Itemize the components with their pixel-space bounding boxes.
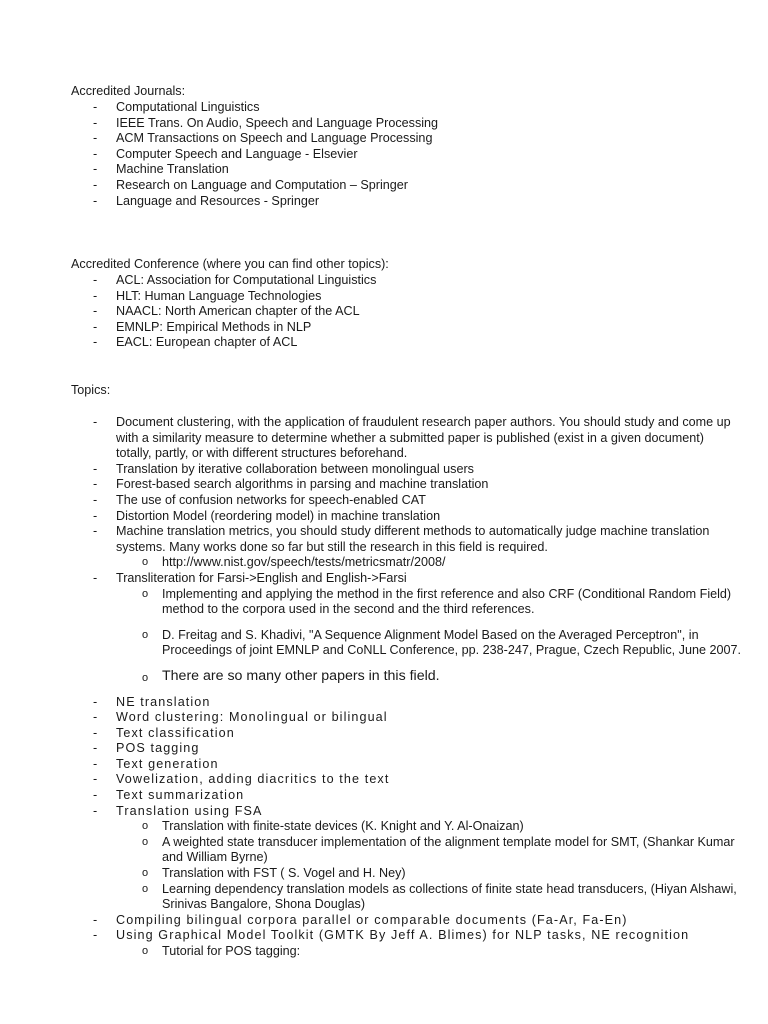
- dash-bullet: -: [93, 273, 98, 287]
- dash-bullet: -: [93, 162, 98, 177]
- dash-bullet: -: [93, 288, 98, 303]
- topic-item: - Distortion Model (reordering model) in machine translation: [93, 508, 441, 523]
- circle-bullet: o: [142, 867, 149, 880]
- journals-list: [71, 100, 741, 209]
- topic-item: - Text summarization: [93, 788, 245, 803]
- dash-bullet: -: [93, 492, 98, 507]
- sub-list-item: o Tutorial for POS tagging:: [142, 944, 301, 958]
- dash-bullet: -: [93, 928, 98, 943]
- circle-bullet: o: [142, 820, 149, 833]
- list-item: - EMNLP: Empirical Methods in NLP: [93, 319, 312, 334]
- circle-bullet: o: [142, 587, 149, 600]
- dash-bullet: -: [93, 912, 99, 927]
- sub-list-item: o Translation with FST ( S. Vogel and H. Ney): [142, 866, 406, 881]
- topic-item: - POS tagging: [93, 741, 200, 756]
- circle-bullet: o: [142, 945, 149, 957]
- circle-bullet: o: [142, 882, 149, 895]
- nist-link[interactable]: http://www.nist.gov/speech/tests/metricsmatr/2008/: [162, 555, 446, 570]
- dash-bullet: -: [93, 335, 98, 350]
- dash-bullet: -: [93, 788, 99, 803]
- dash-bullet: -: [93, 508, 98, 523]
- list-item: - Research on Language and Computation – Springer: [93, 177, 408, 192]
- dash-bullet: -: [93, 100, 98, 114]
- topic-item: - Document clustering, with the application of fraudulent research paper authors. You should study and come up with a similarity measure to determine whether a submitted paper is published (exist in a given document) totally, partly, or with different structures beforehand.: [93, 415, 731, 461]
- circle-bullet: o: [142, 835, 149, 848]
- topic-item: - Vowelization, adding diacritics to the text: [93, 772, 390, 787]
- topic-item: - Text classification: [93, 725, 235, 740]
- sub-list-item: o A weighted state transducer implementation of the alignment template model for SMT, (Shankar Kumar and William Byrne): [142, 834, 735, 865]
- list-item: - ACL: Association for Computational Linguistics: [93, 273, 377, 287]
- list-item: - NAACL: North American chapter of the ACL: [93, 304, 360, 319]
- dash-bullet: -: [93, 741, 99, 756]
- topic-item: - Machine translation metrics, you should study different methods to automatically judge machine translation systems. Many works done so far but still the research in this field is required. o http://www.nist.gov/speech/tests/metricsmatr/2008/: [71, 524, 741, 571]
- conferences-heading: Accredited Conference (where you can find other topics):: [71, 257, 389, 271]
- dash-bullet: -: [93, 725, 99, 740]
- sub-list-item: o D. Freitag and S. Khadivi, "A Sequence Alignment Model Based on the Averaged Perceptron", in Proceedings of joint EMNLP and CoNLL Conference, pp. 238-247, Prague, Czech Republic, June 2007.: [142, 627, 741, 658]
- dash-bullet: -: [93, 756, 99, 771]
- dash-bullet: -: [93, 461, 98, 476]
- dash-bullet: -: [93, 710, 99, 725]
- topic-item: - Translation using FSA o Translation with finite-state devices (K. Knight and Y. Al-Onaizan) o A weighted state transducer implementation of the alignment template model for SMT, (Shankar Kumar and William Byrne) o Translation with FST ( S. Vogel and H. Ney) o Learning dependency translation models as collections of finite state head transducers, (Hiyan Alshawi, Srinivas Bangalore, Shona Douglas): [71, 804, 741, 913]
- dash-bullet: -: [93, 803, 98, 818]
- journals-heading: Accredited Journals:: [71, 84, 186, 98]
- dash-bullet: -: [93, 772, 99, 787]
- dash-bullet: -: [93, 524, 98, 539]
- topic-item: - Text generation: [93, 756, 219, 771]
- circle-bullet: o: [142, 628, 149, 641]
- dash-bullet: -: [93, 415, 98, 429]
- fsa-sublist: [116, 819, 741, 913]
- list-item: - Language and Resources - Springer: [93, 193, 320, 208]
- sub-list-item: o Implementing and applying the method in the first reference and also CRF (Conditional Random Field) method to the corpora used in the second and the third references.: [142, 586, 732, 617]
- conferences-list: [71, 273, 741, 351]
- transliteration-sublist: [116, 587, 741, 685]
- list-item: - Computer Speech and Language - Elsevier: [93, 146, 358, 161]
- dash-bullet: -: [93, 131, 98, 146]
- dash-bullet: -: [93, 319, 98, 334]
- sub-list-item: o Translation with finite-state devices (K. Knight and Y. Al-Onaizan): [142, 819, 524, 834]
- topics-list: [71, 415, 741, 960]
- dash-bullet: -: [93, 146, 98, 161]
- dash-bullet: -: [93, 177, 98, 192]
- topics-heading: Topics:: [71, 383, 111, 397]
- list-item: - IEEE Trans. On Audio, Speech and Language Processing: [93, 115, 439, 130]
- circle-bullet: o: [142, 671, 149, 684]
- topic-item: - Using Graphical Model Toolkit (GMTK By Jeff A. Blimes) for NLP tasks, NE recognition o Tutorial for POS tagging:: [71, 928, 741, 959]
- dash-bullet: -: [93, 115, 98, 130]
- list-item: - ACM Transactions on Speech and Language Processing: [93, 131, 433, 146]
- dash-bullet: -: [93, 193, 98, 208]
- sub-list-item: [116, 555, 741, 571]
- list-item: - EACL: European chapter of ACL: [93, 335, 298, 350]
- list-item: - Computational Linguistics: [93, 100, 260, 114]
- list-item: - HLT: Human Language Technologies: [93, 288, 322, 303]
- metrics-sublist: [116, 555, 741, 571]
- gmtk-sublist: [116, 944, 741, 960]
- sub-list-item: o Learning dependency translation models as collections of finite state head transducers, (Hiyan Alshawi, Srinivas Bangalore, Shona Douglas): [142, 881, 737, 912]
- topic-item: - Transliteration for Farsi->English and English->Farsi o Implementing and applying the method in the first reference and also CRF (Conditional Random Field) method to the corpora used in the second and the third references. o D. Freitag and S. Khadivi, "A Sequence Alignment Model Based on the Averaged Perceptron", in Proceedings of joint EMNLP and CoNLL Conference, pp. 238-247, Prague, Czech Republic, June 2007. o There are so many other papers in this field.: [71, 571, 741, 685]
- topic-item: - The use of confusion networks for speech-enabled CAT: [93, 492, 426, 507]
- topic-item: - Word clustering: Monolingual or bilingual: [93, 710, 388, 725]
- dash-bullet: -: [93, 304, 98, 319]
- dash-bullet: -: [93, 694, 99, 709]
- topic-item: - Compiling bilingual corpora parallel or comparable documents (Fa-Ar, Fa-En): [93, 912, 628, 927]
- topic-item: - Forest-based search algorithms in parsing and machine translation: [93, 477, 489, 492]
- dash-bullet: -: [93, 570, 98, 585]
- list-item: - Machine Translation: [93, 162, 229, 177]
- dash-bullet: -: [93, 477, 98, 492]
- circle-bullet: o: [142, 556, 149, 569]
- topic-item: - Translation by iterative collaboration between monolingual users: [93, 461, 474, 476]
- sub-list-item: o There are so many other papers in this field.: [116, 669, 741, 685]
- topic-item: - NE translation: [93, 694, 211, 709]
